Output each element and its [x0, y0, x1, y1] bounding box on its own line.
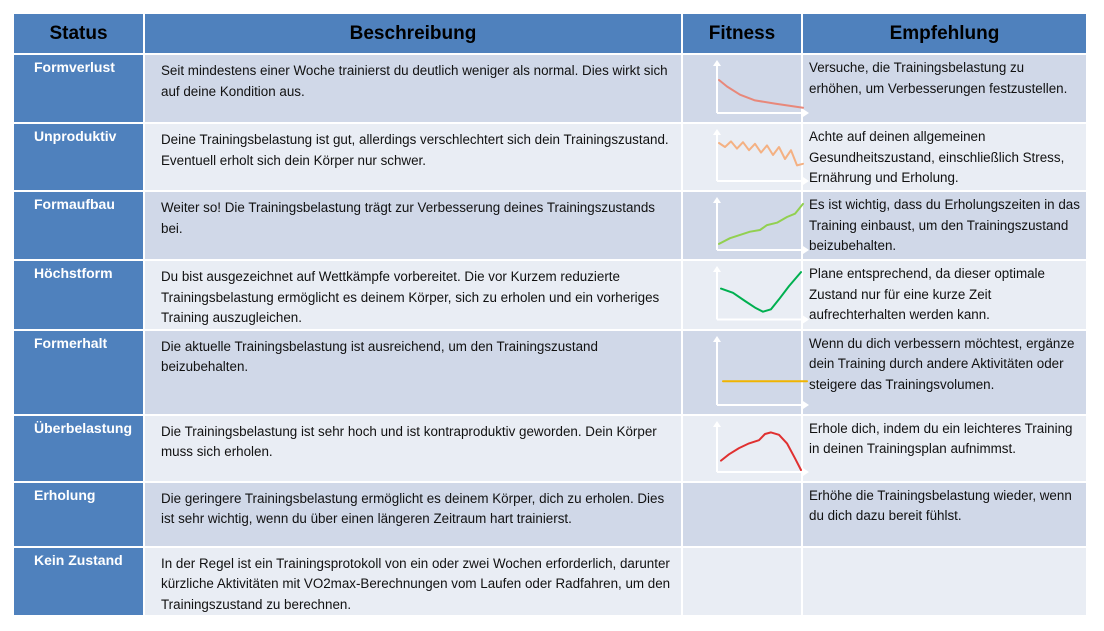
header-recommendation: Empfehlung	[803, 14, 1086, 53]
fitness-cell	[683, 122, 803, 190]
table-row	[14, 546, 1086, 616]
fitness-cell	[683, 329, 803, 414]
status-label: Erholung	[14, 481, 145, 546]
y-axis-arrow-icon	[713, 336, 721, 342]
description-cell: Die geringere Trainingsbelastung ermöglicht es deinem Körper, dich zu erholen. Dies ist sehr wichtig, wenn du über einen längeren Zeitraum hart trainierst.	[145, 481, 683, 546]
fitness-trend-line	[719, 80, 803, 108]
description-cell: Weiter so! Die Trainingsbelastung trägt zur Verbesserung deines Trainingszustands bei.	[145, 190, 683, 259]
table-row	[14, 329, 1086, 414]
fitness-trend-line	[719, 204, 803, 244]
recommendation-cell: Plane entsprechend, da dieser optimale Zustand nur für eine kurze Zeit aufrechterhalten werden kann.	[803, 259, 1086, 329]
y-axis-arrow-icon	[713, 129, 721, 135]
fitness-cell	[683, 190, 803, 259]
recommendation-cell	[803, 546, 1086, 616]
recommendation-cell: Es ist wichtig, dass du Erholungszeiten in das Training einbaust, um den Trainingszustand beizubehalten.	[803, 190, 1086, 259]
description-cell: Du bist ausgezeichnet auf Wettkämpfe vorbereitet. Die vor Kurzem reduzierte Trainingsbelastung ermöglicht es deinem Körper, sich zu erholen und ein vorheriges Training auszugleichen.	[145, 259, 683, 329]
table-row	[14, 190, 1086, 259]
table-row	[14, 414, 1086, 481]
declining-curve-icon	[683, 55, 803, 122]
fitness-trend-line	[721, 432, 801, 470]
status-label: Formerhalt	[14, 329, 145, 414]
fitness-trend-line	[721, 272, 801, 312]
status-label: Höchstform	[14, 259, 145, 329]
y-axis-arrow-icon	[713, 421, 721, 427]
status-label: Überbelastung	[14, 414, 145, 481]
description-cell: Deine Trainingsbelastung ist gut, allerdings verschlechtert sich dein Trainingszustand. Eventuell erholt sich dein Körper nur schwer.	[145, 122, 683, 190]
description-cell: Seit mindestens einer Woche trainierst du deutlich weniger als normal. Dies wirkt sich auf deine Kondition aus.	[145, 53, 683, 122]
wavy-curve-icon	[683, 124, 803, 190]
status-label: Formverlust	[14, 53, 145, 122]
peak-curve-icon	[683, 416, 803, 481]
description-cell: Die Trainingsbelastung ist sehr hoch und ist kontraproduktiv geworden. Dein Körper muss sich erholen.	[145, 414, 683, 481]
header-fitness: Fitness	[683, 14, 803, 53]
table-row	[14, 259, 1086, 329]
fitness-cell	[683, 546, 803, 616]
table-row	[14, 122, 1086, 190]
u-curve-icon	[683, 261, 803, 329]
fitness-trend-line	[719, 141, 803, 165]
header-description: Beschreibung	[145, 14, 683, 53]
flat-line-icon	[683, 331, 803, 414]
header-status: Status	[14, 14, 145, 53]
recommendation-cell: Achte auf deinen allgemeinen Gesundheitszustand, einschließlich Stress, Ernährung und Erholung.	[803, 122, 1086, 190]
y-axis-arrow-icon	[713, 266, 721, 272]
recommendation-cell: Erhole dich, indem du ein leichteres Training in deinen Trainingsplan aufnimmst.	[803, 414, 1086, 481]
header-row	[14, 14, 1086, 53]
rising-curve-icon	[683, 192, 803, 259]
description-cell: Die aktuelle Trainingsbelastung ist ausreichend, um den Trainingszustand beizubehalten.	[145, 329, 683, 414]
status-label: Unproduktiv	[14, 122, 145, 190]
y-axis-arrow-icon	[713, 60, 721, 66]
table-row	[14, 53, 1086, 122]
status-label: Formaufbau	[14, 190, 145, 259]
table-row	[14, 481, 1086, 546]
fitness-cell	[683, 481, 803, 546]
fitness-cell	[683, 53, 803, 122]
training-status-table	[14, 14, 1086, 615]
status-label: Kein Zustand	[14, 546, 145, 616]
recommendation-cell: Wenn du dich verbessern möchtest, ergänze dein Training durch andere Aktivitäten oder steigere das Trainingsvolumen.	[803, 329, 1086, 414]
description-cell: In der Regel ist ein Trainingsprotokoll von ein oder zwei Wochen erforderlich, darunter kürzliche Aktivitäten mit VO2max-Berechnungen vom Laufen oder Radfahren, um den Trainingszustand zu berechnen.	[145, 546, 683, 616]
recommendation-cell: Erhöhe die Trainingsbelastung wieder, wenn du dich dazu bereit fühlst.	[803, 481, 1086, 546]
fitness-cell	[683, 414, 803, 481]
recommendation-cell: Versuche, die Trainingsbelastung zu erhöhen, um Verbesserungen festzustellen.	[803, 53, 1086, 122]
fitness-cell	[683, 259, 803, 329]
y-axis-arrow-icon	[713, 197, 721, 203]
